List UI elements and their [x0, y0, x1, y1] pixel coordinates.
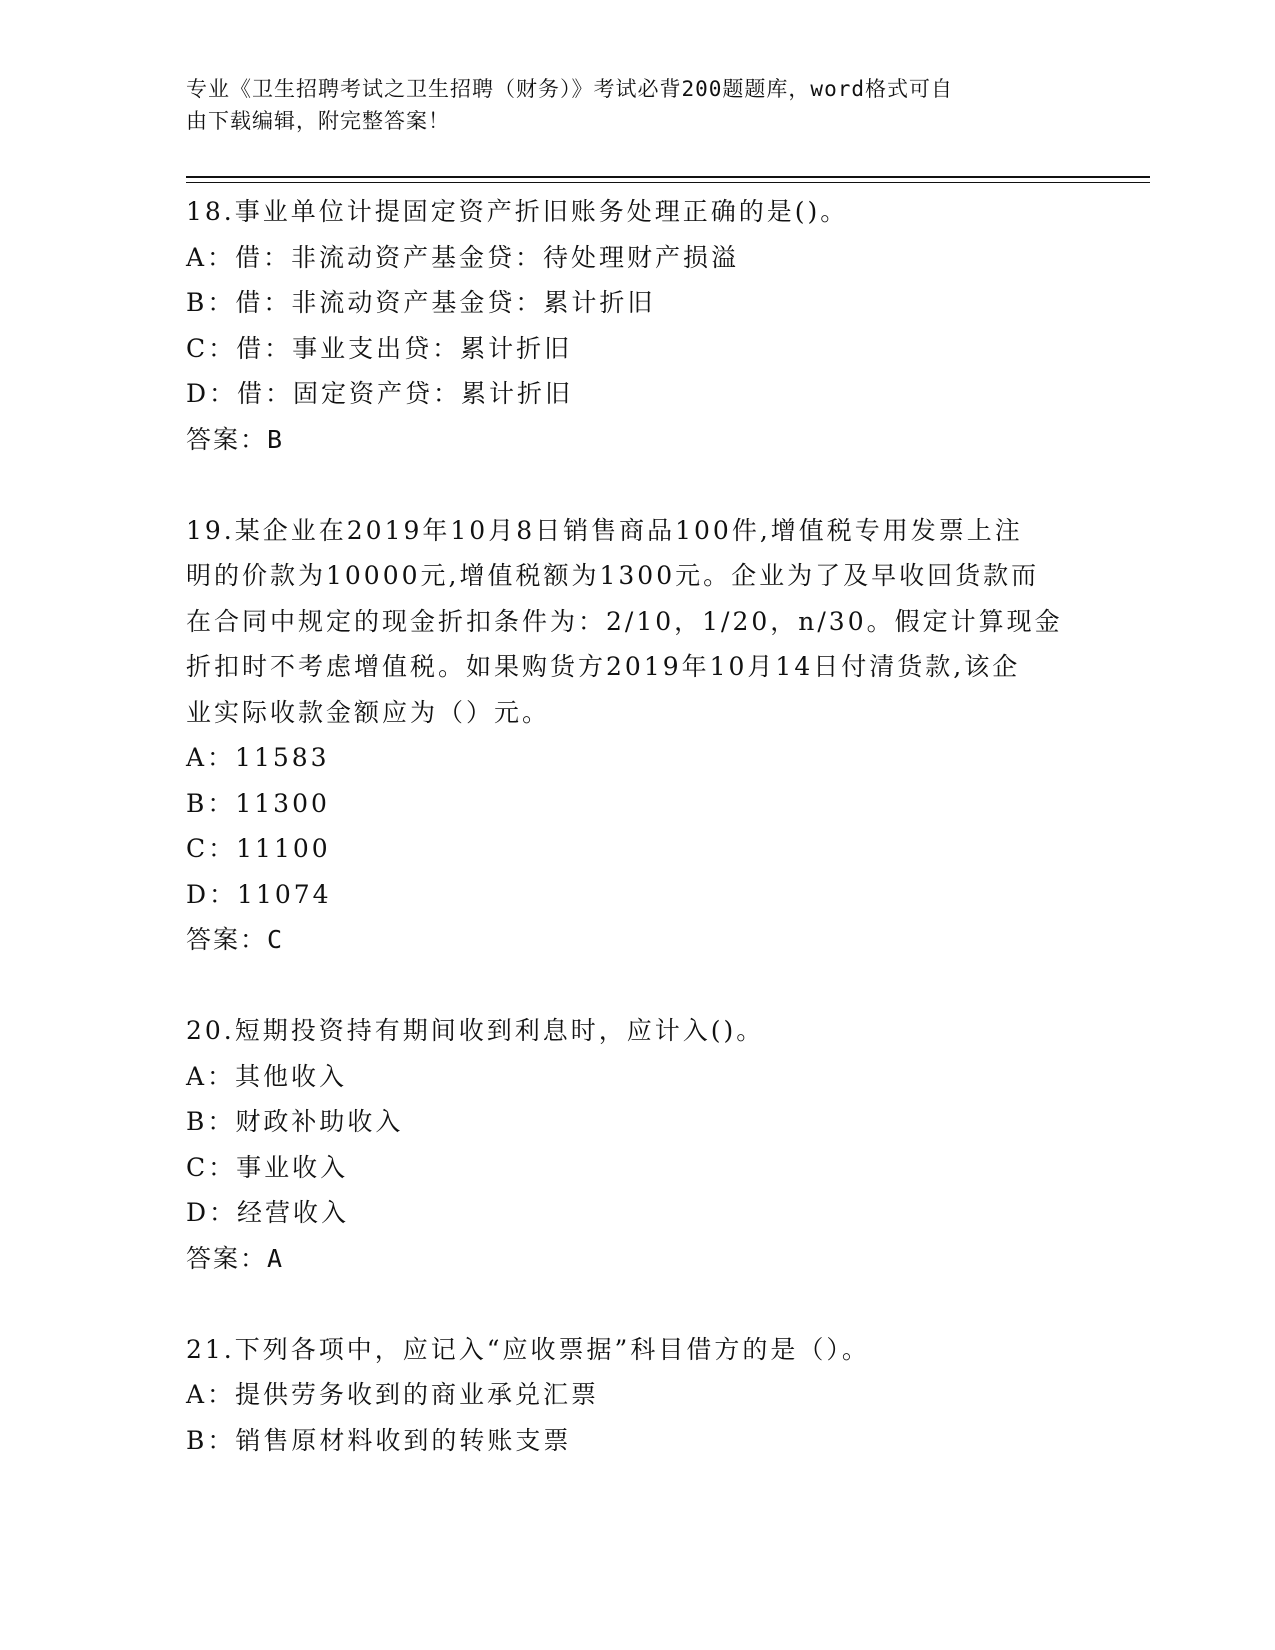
question-list — [186, 189, 1066, 1463]
question-spacer — [186, 1281, 1066, 1327]
option-d: D：经营收入 — [186, 1198, 350, 1227]
option-b: B：财政补助收入 — [186, 1107, 404, 1136]
document-header — [186, 73, 1066, 137]
header-divider-thick — [186, 176, 1150, 178]
question-spacer — [186, 963, 1066, 1009]
question-20 — [186, 1008, 1066, 1281]
header-line-2: 由下载编辑，附完整答案！ — [186, 109, 450, 133]
option-a: A：11583 — [186, 743, 330, 772]
question-stem-line: 明的价款为10000元,增值税额为1300元。企业为了及早收回货款而 — [186, 561, 1040, 590]
question-stem: 18.事业单位计提固定资产折旧账务处理正确的是()。 — [186, 197, 849, 226]
question-18 — [186, 189, 1066, 462]
option-c: C：事业收入 — [186, 1152, 349, 1182]
question-21 — [186, 1327, 1066, 1464]
option-c: C：借：事业支出贷：累计折旧 — [186, 333, 573, 363]
question-spacer — [186, 462, 1066, 508]
question-stem-line: 19.某企业在2019年10月8日销售商品100件,增值税专用发票上注 — [186, 515, 1023, 545]
question-stem-line: 在合同中规定的现金折扣条件为：2/10，1/20，n/30。假定计算现金 — [186, 606, 1063, 636]
question-stem: 20.短期投资持有期间收到利息时，应计入()。 — [186, 1016, 765, 1045]
question-stem-line: 业实际收款金额应为（）元。 — [186, 697, 551, 727]
option-a: A：其他收入 — [186, 1061, 348, 1091]
option-b: B：11300 — [186, 788, 330, 818]
header-line-1: 专业《卫生招聘考试之卫生招聘（财务）》考试必背200题题库，word格式可自 — [186, 77, 953, 101]
option-c: C：11100 — [186, 834, 331, 863]
option-b: B：销售原材料收到的转账支票 — [186, 1425, 572, 1455]
answer-label: 答案：A — [186, 1243, 285, 1273]
question-stem-line: 折扣时不考虑增值税。如果购货方2019年10月14日付清货款,该企 — [186, 652, 1021, 681]
option-d: D：借：固定资产贷：累计折旧 — [186, 379, 574, 408]
option-b: B：借：非流动资产基金贷：累计折旧 — [186, 288, 656, 317]
option-a: A：借：非流动资产基金贷：待处理财产损溢 — [186, 242, 740, 272]
answer-label: 答案：B — [186, 424, 285, 454]
option-d: D：11074 — [186, 879, 332, 909]
question-stem: 21.下列各项中，应记入“应收票据”科目借方的是（）。 — [186, 1334, 870, 1364]
header-divider-thin — [186, 182, 1150, 183]
answer-label: 答案：C — [186, 925, 285, 954]
question-19 — [186, 508, 1066, 963]
option-a: A：提供劳务收到的商业承兑汇票 — [186, 1380, 600, 1409]
